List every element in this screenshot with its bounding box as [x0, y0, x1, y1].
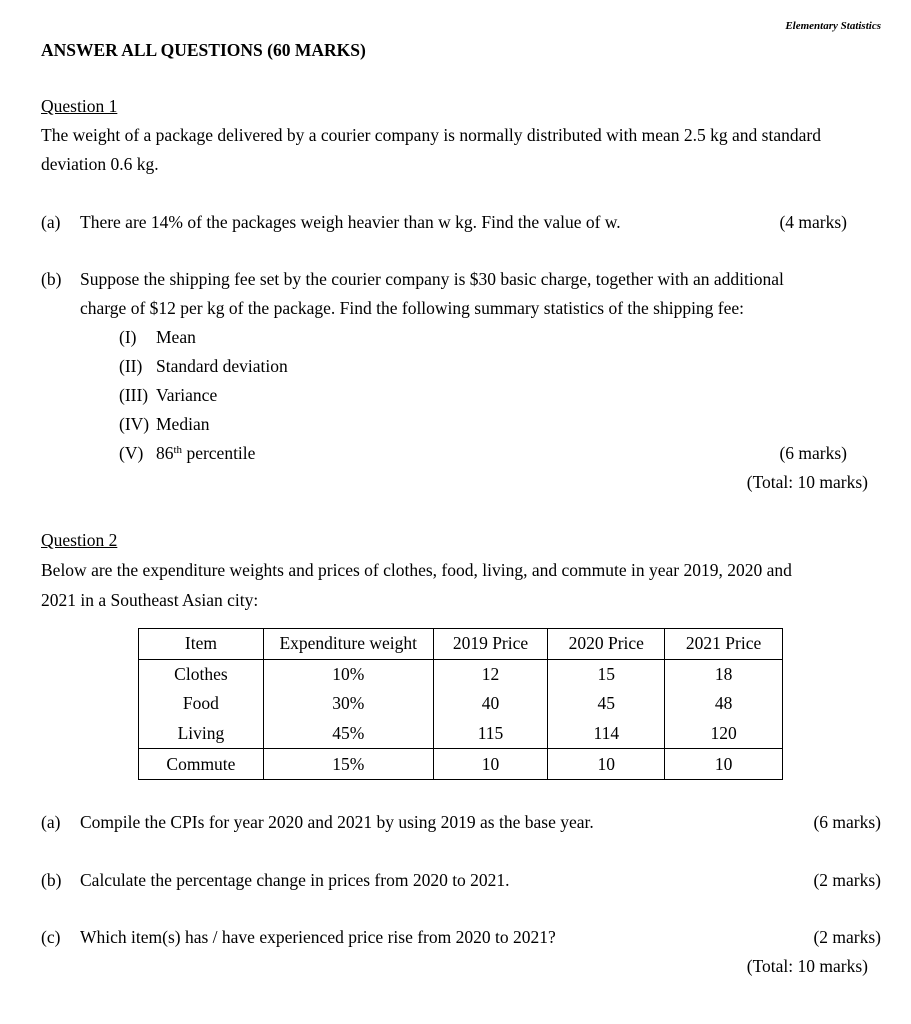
q1-b-item-2 [119, 356, 288, 377]
table-cell: 45% [263, 719, 433, 749]
table-cell: 12 [433, 659, 548, 689]
table-cell: 48 [665, 689, 783, 719]
question-1-stem-line-1: The weight of a package delivered by a courier company is normally distributed with mean 2.5 kg and standard [41, 125, 821, 145]
q2-part-c-letter: (c) [41, 927, 61, 947]
q2-part-c-marks: (2 marks) [813, 927, 881, 947]
table-cell: Clothes [139, 659, 264, 689]
item-number: (V) [119, 443, 144, 463]
table-cell: Commute [139, 749, 264, 780]
q1-part-a-marks: (4 marks) [779, 212, 847, 232]
question-2-stem-line-1: Below are the expenditure weights and prices of clothes, food, living, and commute in year 2019, 2020 and [41, 560, 792, 580]
item-label: 86 [156, 443, 174, 463]
table-cell: 18 [665, 659, 783, 689]
q2-total-marks: (Total: 10 marks) [746, 956, 868, 976]
q1-b-item-5 [119, 443, 255, 464]
item-number: (IV) [119, 414, 150, 434]
table-cell: 114 [548, 719, 665, 749]
table-cell: 15 [548, 659, 665, 689]
column-header: 2019 Price [433, 629, 548, 660]
table-row [139, 659, 783, 689]
q1-part-b-line-1: Suppose the shipping fee set by the courier company is $30 basic charge, together with an additional [80, 269, 784, 289]
question-2-stem-line-2: 2021 in a Southeast Asian city: [41, 590, 259, 610]
q1-b-item-4 [119, 414, 209, 435]
q2-part-a-text: Compile the CPIs for year 2020 and 2021 by using 2019 as the base year. [80, 812, 594, 832]
q2-part-b-text: Calculate the percentage change in prices from 2020 to 2021. [80, 870, 510, 890]
item-number: (I) [119, 327, 137, 347]
table-cell: 10 [665, 749, 783, 780]
column-header: 2021 Price [665, 629, 783, 660]
item-number: (III) [119, 385, 149, 405]
expenditure-table [138, 628, 783, 780]
table-cell: 40 [433, 689, 548, 719]
table-row [139, 719, 783, 749]
q1-b-item-1 [119, 327, 196, 348]
q1-part-b-marks: (6 marks) [779, 443, 847, 463]
table-cell: Living [139, 719, 264, 749]
table-cell: Food [139, 689, 264, 719]
table-header-row [139, 629, 783, 660]
table-cell: 45 [548, 689, 665, 719]
q2-part-b-marks: (2 marks) [813, 870, 881, 890]
q2-part-c-text: Which item(s) has / have experienced price rise from 2020 to 2021? [80, 927, 556, 947]
q2-part-b-letter: (b) [41, 870, 62, 890]
ordinal-suffix: th [173, 444, 183, 456]
question-2-title: Question 2 [41, 530, 118, 550]
item-label: Variance [156, 385, 218, 405]
column-header: 2020 Price [548, 629, 665, 660]
item-number: (II) [119, 356, 143, 376]
table-cell: 115 [433, 719, 548, 749]
question-1-title: Question 1 [41, 96, 118, 116]
table-cell: 10 [433, 749, 548, 780]
running-header: Elementary Statistics [785, 20, 881, 32]
q1-part-b-line-2: charge of $12 per kg of the package. Find the following summary statistics of the shipping fee: [80, 298, 745, 318]
q1-total-marks: (Total: 10 marks) [746, 472, 868, 492]
q1-b-item-3 [119, 385, 217, 406]
q2-part-a-marks: (6 marks) [813, 812, 881, 832]
q2-part-a-letter: (a) [41, 812, 61, 832]
item-label: Median [156, 414, 210, 434]
column-header: Item [139, 629, 264, 660]
item-label: Standard deviation [156, 356, 288, 376]
table-row [139, 749, 783, 780]
table-cell: 10% [263, 659, 433, 689]
q1-part-a-letter: (a) [41, 212, 61, 232]
item-label: Mean [156, 327, 196, 347]
page-title: ANSWER ALL QUESTIONS (60 MARKS) [41, 40, 366, 60]
table-cell: 15% [263, 749, 433, 780]
table-row [139, 689, 783, 719]
q1-part-b-letter: (b) [41, 269, 62, 289]
table-cell: 30% [263, 689, 433, 719]
item-label-suffix: percentile [182, 443, 256, 463]
q1-part-a-text: There are 14% of the packages weigh heavier than w kg. Find the value of w. [80, 212, 621, 232]
question-1-stem-line-2: deviation 0.6 kg. [41, 154, 159, 174]
table-cell: 10 [548, 749, 665, 780]
table-cell: 120 [665, 719, 783, 749]
column-header: Expenditure weight [263, 629, 433, 660]
